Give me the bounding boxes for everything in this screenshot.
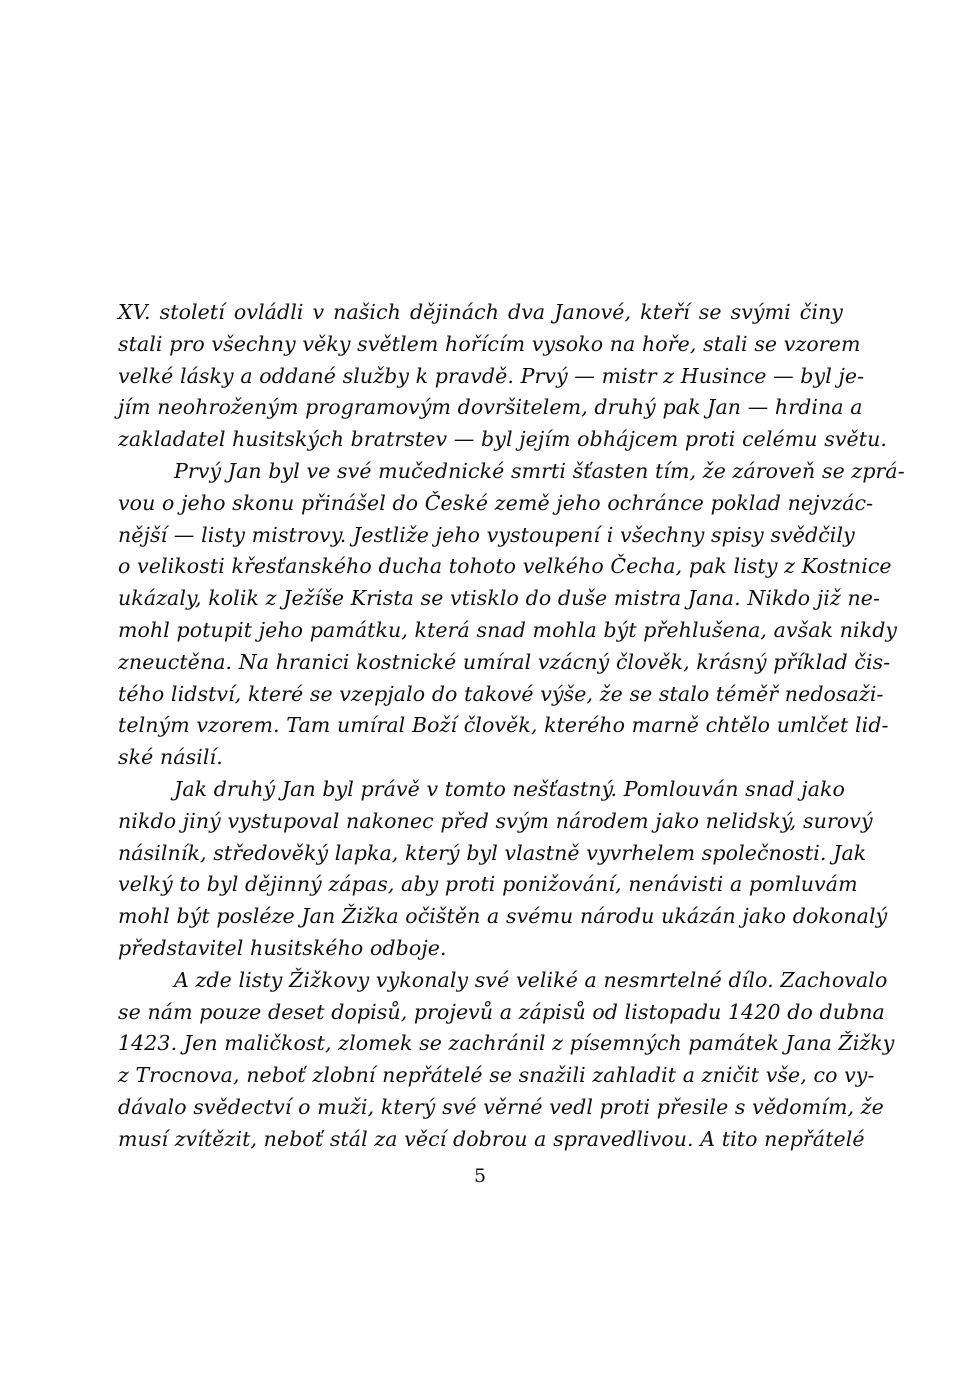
text-line: násilník, středověký lapka, který byl vlastně vyvrhelem společnosti. Jak [118, 840, 867, 865]
text-line: dávalo svědectví o muži, který své věrné vedl proti přesile s vědomím, že [118, 1094, 884, 1119]
text-line: XV. století ovládli v našich dějinách dva Janové, kteří se svými činy [118, 300, 843, 324]
text-line: tého lidství, které se vzepjalo do takové výše, že se stalo téměř nedosaži- [118, 681, 884, 706]
text-line: musí zvítězit, neboť stál za věcí dobrou a spravedlivou. A tito nepřátelé [118, 1126, 865, 1151]
text-line: představitel husitského odboje. [118, 935, 447, 960]
body-text [118, 297, 905, 1156]
text-line: zneuctěna. Na hranici kostnické umíral vzácný člověk, krásný příklad čis- [118, 649, 891, 674]
text-line: jím neohroženým programovým dovršitelem, druhý pak Jan — hrdina a [118, 395, 863, 420]
text-line: mohl potupit jeho památku, která snad mohla být přehlušena, avšak nikdy [118, 617, 898, 642]
text-line: vou o jeho skonu přinášel do České země jeho ochránce poklad nejvzác- [118, 490, 874, 515]
text-line: nější — listy mistrovy. Jestliže jeho vystoupení i všechny spisy svědčily [118, 522, 855, 547]
text-line: A zde listy Žižkovy vykonaly své veliké a nesmrtelné dílo. Zachovalo [174, 967, 888, 992]
text-line: stali pro všechny věky světlem hořícím vysoko na hoře, stali se vzorem [118, 331, 861, 356]
text-line: z Trocnova, neboť zlobní nepřátelé se snažili zahladit a zničit vše, co vy- [118, 1063, 875, 1088]
page-number: 5 [473, 1165, 487, 1187]
text-line: velký to byl dějinný zápas, aby proti ponižování, nenávisti a pomluvám [118, 872, 858, 897]
text-line: ukázaly, kolik z Ježíše Krista se vtisklo do duše mistra Jana. Nikdo již ne- [118, 586, 881, 611]
text-line: Jak druhý Jan byl právě v tomto nešťastný. Pomlouván snad jako [174, 776, 845, 801]
text-line: 1423. Jen maličkost, zlomek se zachránil z písemných památek Jana Žižky [118, 1031, 895, 1056]
text-line: zakladatel husitských bratrstev — byl jejím obhájcem proti celému světu. [118, 427, 888, 452]
text-line: nikdo jiný vystupoval nakonec před svým národem jako nelidský, surový [118, 808, 873, 833]
text-line: Prvý Jan byl ve své mučednické smrti šťasten tím, že zároveň se zprá- [174, 458, 905, 483]
text-line: se nám pouze deset dopisů, projevů a zápisů od listopadu 1420 do dubna [118, 999, 885, 1024]
text-line: telným vzorem. Tam umíral Boží člověk, kterého marně chtělo umlčet lid- [118, 713, 889, 738]
text-line: ské násilí. [118, 745, 223, 770]
text-line: velké lásky a oddané služby k pravdě. Prvý — mistr z Husince — byl je- [118, 363, 865, 388]
text-line: mohl být posléze Jan Žižka očištěn a svému národu ukázán jako dokonalý [118, 904, 888, 929]
text-line: o velikosti křesťanského ducha tohoto velkého Čecha, pak listy z Kostnice [118, 554, 892, 579]
